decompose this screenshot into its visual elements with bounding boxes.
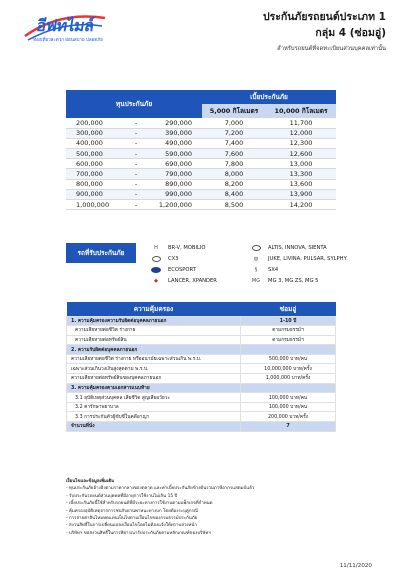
premium-table: [66, 90, 336, 210]
coverage-value: 1-10 ปี: [241, 316, 336, 326]
car-model: CX3: [168, 255, 179, 262]
sum-to: 590,000: [144, 149, 202, 159]
premium-5000: 8,400: [202, 189, 266, 199]
premium-row: [66, 128, 336, 138]
car-row: [150, 264, 350, 275]
note-line: - บริษัทฯ ขอสงวนสิทธิ์ในการพิจารณารับประกันภัยตามหลักเกณฑ์ของบริษัทฯ: [66, 530, 211, 536]
coverage-row: [67, 393, 336, 403]
note-line: - รับประกันรถยนต์ส่วนบุคคลที่มีอายุการใช้งานไม่เกิน 15 ปี: [66, 493, 178, 499]
sum-to: 890,000: [144, 179, 202, 189]
coverage-item: ความเสียหายต่อชีวิต ร่างกาย หรืออนามัยเฉพาะส่วนเกิน พ.ร.บ.: [67, 354, 241, 364]
car-model: BR-V, MOBILIO: [168, 244, 206, 251]
car-row: [150, 253, 350, 264]
car-model: JUKE, LIVINA, PULSAR, SYLPHY: [268, 255, 347, 262]
document-date: 11/11/2020: [339, 563, 372, 569]
premium-10000: 12,300: [266, 138, 336, 148]
ford-logo-icon: [150, 266, 162, 274]
coverage-row: [67, 326, 336, 336]
coverage-value: 7: [241, 422, 336, 432]
premium-5000: 7,800: [202, 159, 266, 169]
premium-row: [66, 169, 336, 179]
range-dash: -: [128, 179, 144, 189]
coverage-item-header: ความคุ้มครอง: [67, 302, 241, 316]
nissan-logo-icon: ◍: [253, 255, 259, 262]
car-model: MG 3, MG ZS, MG 5: [268, 277, 319, 284]
sum-insured-header: ทุนประกันภัย: [66, 90, 202, 118]
page-title: ประกันภัยรถยนต์ประเภท 1: [262, 11, 386, 23]
premium-10000: 11,700: [266, 118, 336, 128]
range-dash: -: [128, 128, 144, 138]
car-model: ALTIS, INNOVA, SIENTA: [268, 244, 327, 251]
coverage-row: [67, 316, 336, 326]
coverage-item: เฉพาะส่วนเกินวงเงินสูงสุดตาม พ.ร.บ.: [67, 364, 241, 374]
premium-10000: 13,000: [266, 159, 336, 169]
coverage-value: 200,000 บาท/ครั้ง: [241, 412, 336, 422]
coverage-value-header: ซ่อมอู่: [241, 302, 336, 316]
coverage-item: ความเสียหายต่อชีวิต ร่างกาย: [67, 326, 241, 336]
logo-tagline: ท่องเที่ยวสะดวก ผ่อนสบาย ปลอดภัย: [33, 38, 103, 43]
mitsubishi-logo-icon: ◆: [154, 277, 158, 284]
sum-from: 600,000: [66, 159, 128, 169]
range-dash: -: [128, 138, 144, 148]
car-row: [150, 275, 350, 286]
page-subtitle: สำหรับรถยนต์ที่จดทะเบียนส่วนบุคคลเท่านั้น: [277, 46, 386, 52]
coverage-table: [66, 302, 336, 432]
sum-to: 390,000: [144, 128, 202, 138]
coverage-value: 10,000,000 บาท/ครั้ง: [241, 364, 336, 374]
coverage-item: 3.2 ค่ารักษาพยาบาล: [67, 402, 241, 412]
premium-10000: 13,600: [266, 179, 336, 189]
coverage-value: 500,000 บาท/คน: [241, 354, 336, 364]
premium-5000: 8,200: [202, 179, 266, 189]
notes-title: เงื่อนไขและข้อมูลเพิ่มเติม: [66, 479, 115, 484]
premium-10000: 12,000: [266, 128, 336, 138]
premium-10000: 13,900: [266, 189, 336, 199]
premium-10000: 14,200: [266, 200, 336, 210]
sum-from: 700,000: [66, 169, 128, 179]
premium-10000: 13,300: [266, 169, 336, 179]
coverage-row: [67, 354, 336, 364]
sum-to: 490,000: [144, 138, 202, 148]
coverage-item: ความเสียหายต่อทรัพย์สิน: [67, 335, 241, 345]
sum-from: 200,000: [66, 118, 128, 128]
coverage-row: [67, 335, 336, 345]
premium-5000: 7,000: [202, 118, 266, 128]
brand-logo: [20, 6, 110, 46]
sum-from: 400,000: [66, 138, 128, 148]
coverage-value: ตามกรมธรรม์ฯ: [241, 335, 336, 345]
coverage-row: [67, 422, 336, 432]
note-line: - คุ้มครองอุบัติเหตุจากการชนกับยานพาหนะทางบก โดยต้องระบุคู่กรณี: [66, 508, 198, 514]
honda-logo-icon: H: [154, 244, 158, 251]
sum-from: 900,000: [66, 189, 128, 199]
premium-row: [66, 189, 336, 199]
premium-row: [66, 138, 336, 148]
premium-5000: 7,400: [202, 138, 266, 148]
km-5000-header: 5,000 กิโลเมตร: [202, 104, 266, 118]
car-model: ECOSPORT: [168, 266, 196, 273]
coverage-item: 1. ความคุ้มครองความรับผิดต่อบุคคลภายนอก: [67, 316, 241, 326]
range-dash: -: [128, 149, 144, 159]
coverage-item: 3.1 อุบัติเหตุส่วนบุคคล เสียชีวิต สูญเสียอวัยวะ: [67, 393, 241, 403]
premium-row: [66, 118, 336, 128]
premium-row: [66, 179, 336, 189]
note-line: - การจ่ายค่าสินไหมทดแทนเป็นไปตามเงื่อนไขของกรมธรรม์ประกันภัย: [66, 516, 198, 522]
note-line: - ทุนประกันภัยอ้างอิงตามราคากลางของตลาด และค่าเบี้ยประกันภัยข้างต้นรวมภาษีอากรแสตมป์แล้ว: [66, 486, 255, 492]
coverage-value: 100,000 บาท/คน: [241, 393, 336, 403]
range-dash: -: [128, 189, 144, 199]
sum-to: 690,000: [144, 159, 202, 169]
premium-header: เบี้ยประกันภัย: [202, 90, 336, 104]
coverage-item: 2. ความรับผิดต่อบุคคลภายนอก: [67, 345, 241, 355]
sum-from: 500,000: [66, 149, 128, 159]
coverage-item: 3.3 การประกันตัวผู้ขับขี่ในคดีอาญา: [67, 412, 241, 422]
sum-to: 290,000: [144, 118, 202, 128]
note-line: - สงวนสิทธิ์ในการเปลี่ยนแปลงเงื่อนไขโดยไม่ต้องแจ้งให้ทราบล่วงหน้า: [66, 523, 197, 529]
premium-5000: 8,500: [202, 200, 266, 210]
coverage-item: ความเสียหายต่อทรัพย์สินของบุคคลภายนอก: [67, 374, 241, 384]
car-model: LANCER, XPANDER: [168, 277, 217, 284]
coverage-row: [67, 345, 336, 355]
mg-logo-icon: MG: [251, 277, 261, 284]
premium-row: [66, 149, 336, 159]
coverage-item: จำนวนที่นั่ง: [67, 422, 241, 432]
range-dash: -: [128, 159, 144, 169]
page-header: [263, 10, 386, 56]
coverage-row: [67, 412, 336, 422]
premium-row: [66, 159, 336, 169]
suzuki-logo-icon: §: [254, 266, 258, 273]
sum-from: 800,000: [66, 179, 128, 189]
covered-cars-label: รถที่รับประกันภัย: [66, 243, 136, 263]
group-title: กลุ่ม 4 (ซ่อมอู่): [315, 27, 386, 39]
coverage-value: 100,000 บาท/คน: [241, 402, 336, 412]
premium-10000: 12,600: [266, 149, 336, 159]
premium-row: [66, 200, 336, 210]
coverage-row: [67, 383, 336, 393]
sum-from: 300,000: [66, 128, 128, 138]
note-line: - เบี้ยประกันภัยนี้ใช้สำหรับรถยนต์ที่มีระยะทางการใช้งานตามแพ็กเกจที่กำหนด: [66, 501, 213, 507]
premium-5000: 8,000: [202, 169, 266, 179]
coverage-value: [241, 345, 336, 355]
premium-5000: 7,600: [202, 149, 266, 159]
coverage-value: [241, 383, 336, 393]
sum-to: 790,000: [144, 169, 202, 179]
logo-text: อีฟทไมล์: [35, 16, 96, 35]
range-dash: -: [128, 169, 144, 179]
notes-section: [66, 478, 356, 537]
car-model: SX4: [268, 266, 279, 273]
sum-to: 990,000: [144, 189, 202, 199]
km-10000-header: 10,000 กิโลเมตร: [266, 104, 336, 118]
coverage-row: [67, 364, 336, 374]
coverage-row: [67, 402, 336, 412]
premium-5000: 7,200: [202, 128, 266, 138]
range-dash: -: [128, 200, 144, 210]
coverage-value: 1,000,000 บาท/ครั้ง: [241, 374, 336, 384]
sum-to: 1,200,000: [144, 200, 202, 210]
sum-from: 1,000,000: [66, 200, 128, 210]
coverage-row: [67, 374, 336, 384]
coverage-value: ตามกรมธรรม์ฯ: [241, 326, 336, 336]
range-dash: -: [128, 118, 144, 128]
mazda-logo-icon: [150, 255, 162, 263]
covered-cars-list: [150, 242, 350, 286]
coverage-item: 3. ความคุ้มครองตามเอกสารแนบท้าย: [67, 383, 241, 393]
toyota-logo-icon: [250, 244, 262, 252]
car-row: [150, 242, 350, 253]
